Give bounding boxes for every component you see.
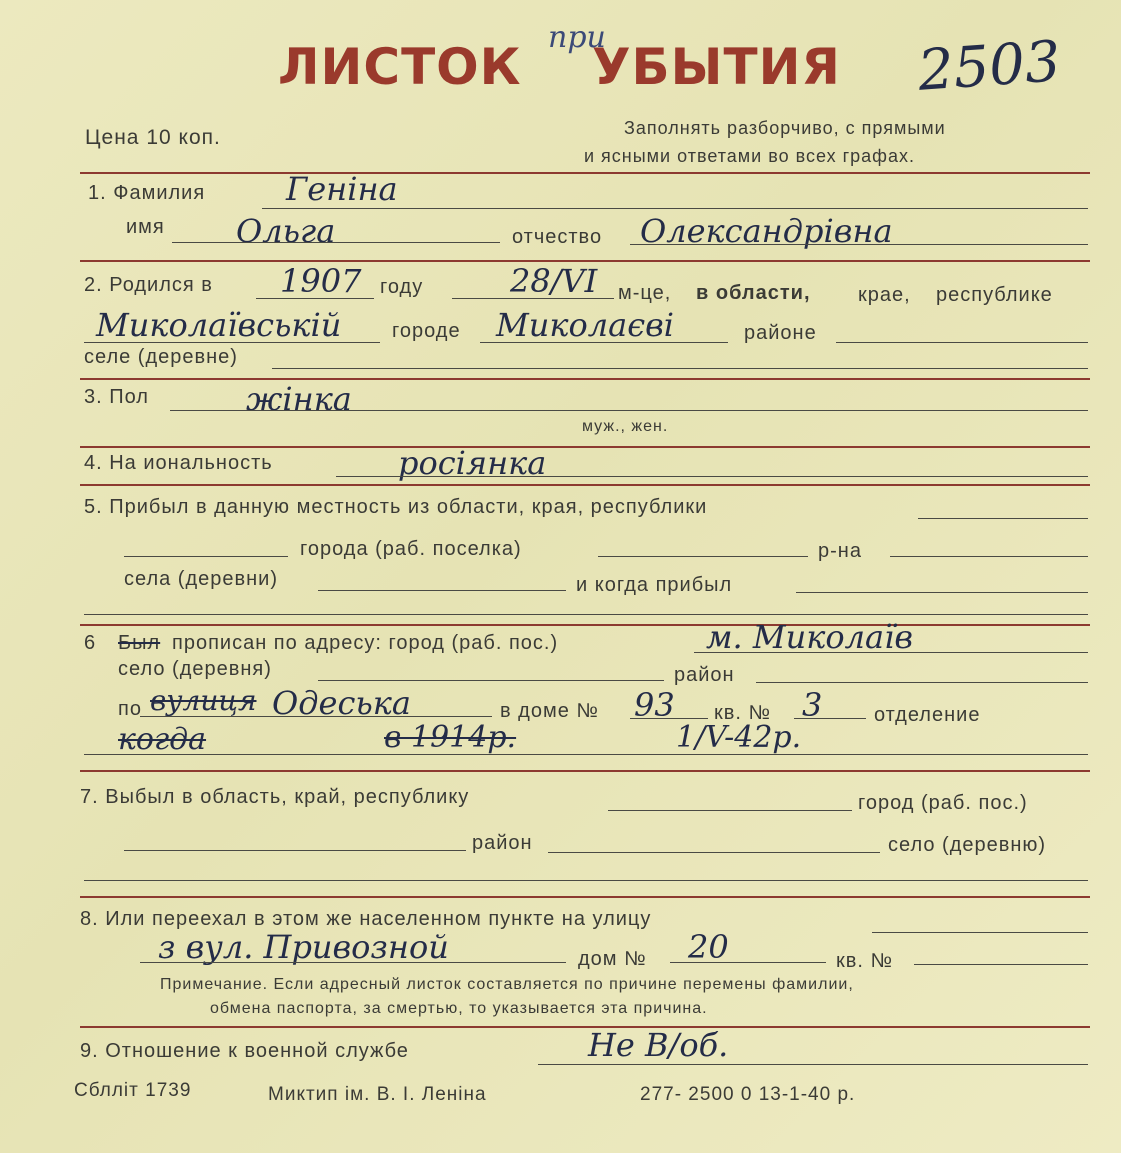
since-struck: в 1914р. bbox=[384, 720, 517, 755]
section-divider bbox=[80, 896, 1090, 898]
nationality-line bbox=[336, 476, 1088, 477]
birth-region-value: Миколаївській bbox=[96, 306, 342, 344]
title-insert-handwritten: при bbox=[548, 20, 606, 55]
arrived-area-line bbox=[124, 556, 288, 557]
section-divider bbox=[80, 1026, 1090, 1028]
house-line bbox=[630, 718, 708, 719]
section-divider bbox=[80, 770, 1090, 772]
left-district-line bbox=[548, 852, 880, 853]
left-city-label: город (раб. пос.) bbox=[858, 792, 1028, 814]
surname-label: 1. Фамилия bbox=[88, 182, 206, 204]
registered-label-struck: Был bbox=[118, 632, 161, 654]
patronymic-value: Олександрівна bbox=[640, 212, 893, 250]
arrived-region-line bbox=[918, 518, 1088, 519]
instruction-line-1: Заполнять разборчиво, с прямыми bbox=[624, 118, 946, 138]
arrived-city-label: города (раб. поселка) bbox=[300, 538, 522, 560]
registered-district-label: район bbox=[674, 664, 735, 686]
arrived-when-line bbox=[796, 592, 1088, 593]
military-value: Не В/об. bbox=[588, 1026, 729, 1064]
registered-district-line bbox=[756, 682, 1088, 683]
year-label: году bbox=[380, 276, 424, 298]
registered-when-line bbox=[84, 754, 1088, 755]
price-label: Цена 10 коп. bbox=[85, 126, 221, 149]
section-divider bbox=[80, 446, 1090, 448]
birth-date-line bbox=[452, 298, 614, 299]
registered-village-line bbox=[318, 680, 664, 681]
moved-apt-line bbox=[914, 964, 1088, 965]
birth-city-line bbox=[480, 342, 728, 343]
region-label: в области, bbox=[696, 282, 811, 304]
department-label: отделение bbox=[874, 704, 981, 726]
arrived-extra-line bbox=[84, 614, 1088, 615]
birth-year-line bbox=[256, 298, 374, 299]
footer-left: Сблліт 1739 bbox=[74, 1080, 192, 1101]
registered-city-line bbox=[694, 652, 1088, 653]
registered-num: 6 bbox=[84, 632, 97, 654]
apt-line bbox=[794, 718, 866, 719]
section-divider bbox=[80, 378, 1090, 380]
military-line bbox=[538, 1064, 1088, 1065]
left-area-line bbox=[124, 850, 466, 851]
surname-value: Геніна bbox=[286, 170, 398, 208]
birth-year-value: 1907 bbox=[280, 262, 362, 300]
house-label: в доме № bbox=[500, 700, 599, 722]
form-title-left: ЛИСТОК bbox=[278, 38, 522, 96]
birth-region-line bbox=[84, 342, 380, 343]
patronymic-label: отчество bbox=[512, 226, 603, 248]
sex-label: 3. Пол bbox=[84, 386, 149, 408]
birth-district-label: районе bbox=[744, 322, 817, 344]
when-struck: когда bbox=[118, 722, 207, 757]
moved-apt-label: кв. № bbox=[836, 950, 893, 972]
section-divider bbox=[80, 624, 1090, 626]
section-divider bbox=[80, 172, 1090, 174]
birth-city-label: городе bbox=[392, 320, 461, 342]
street-line bbox=[140, 716, 492, 717]
sex-hint: муж., жен. bbox=[582, 418, 669, 435]
birth-city-value: Миколаєві bbox=[496, 306, 674, 344]
month-label: м-це, bbox=[618, 282, 672, 304]
form-title-right: УБЫТИЯ bbox=[592, 38, 841, 96]
note-line-2: обмена паспорта, за смертью, то указывается эта причина. bbox=[210, 1000, 708, 1017]
name-value: Ольга bbox=[236, 212, 336, 250]
nationality-label: 4. На иональность bbox=[84, 452, 273, 474]
arrived-village-label: села (деревни) bbox=[124, 568, 279, 590]
arrived-district-line bbox=[890, 556, 1088, 557]
serial-number-handwritten: 2503 bbox=[915, 29, 1063, 104]
name-label: имя bbox=[126, 216, 165, 238]
street-type-struck: вулиця bbox=[150, 684, 257, 717]
birth-village-line bbox=[272, 368, 1088, 369]
birth-village-label: селе (деревне) bbox=[84, 346, 238, 368]
street-value: Одеська bbox=[272, 684, 411, 722]
surname-line bbox=[262, 208, 1088, 209]
arrived-village-line bbox=[318, 590, 566, 591]
moved-house-value: 20 bbox=[688, 928, 729, 966]
apt-label: кв. № bbox=[714, 702, 771, 724]
patronymic-line bbox=[630, 244, 1088, 245]
military-label: 9. Отношение к военной службе bbox=[80, 1040, 409, 1062]
moved-house-line bbox=[670, 962, 826, 963]
sex-value: жінка bbox=[246, 380, 352, 418]
krai-label: крае, bbox=[858, 284, 911, 306]
sex-line bbox=[170, 410, 1088, 411]
birth-district-line bbox=[836, 342, 1088, 343]
moved-from-line bbox=[140, 962, 566, 963]
nationality-value: росіянка bbox=[398, 444, 547, 482]
birth-date-value: 28/VI bbox=[510, 262, 598, 300]
moved-street-value: з вул. Привозной bbox=[158, 928, 449, 966]
moved-label: 8. Или переехал в этом же населенном пункте на улицу bbox=[80, 908, 652, 930]
arrived-city-line bbox=[598, 556, 808, 557]
left-village-line bbox=[84, 880, 1088, 881]
registered-city-value: м. Миколаїв bbox=[706, 618, 913, 656]
section-divider bbox=[80, 484, 1090, 486]
registered-village-label: село (деревня) bbox=[118, 658, 272, 680]
born-label: 2. Родился в bbox=[84, 274, 213, 296]
footer-printer: Миктип ім. В. І. Леніна bbox=[268, 1084, 487, 1105]
left-district-label: район bbox=[472, 832, 533, 854]
street-prefix: по bbox=[118, 698, 142, 720]
registered-label: прописан по адресу: город (раб. пос.) bbox=[172, 632, 559, 654]
note-line-1: Примечание. Если адресный листок составляется по причине перемены фамилии, bbox=[160, 976, 854, 993]
instruction-line-2: и ясными ответами во всех графах. bbox=[584, 146, 915, 166]
footer-order: 277- 2500 0 13-1-40 р. bbox=[640, 1084, 856, 1105]
apt-value: 3 bbox=[802, 686, 823, 724]
left-village-label: село (деревню) bbox=[888, 834, 1047, 856]
name-line bbox=[172, 242, 500, 243]
left-label: 7. Выбыл в область, край, республику bbox=[80, 786, 470, 808]
arrived-when-label: и когда прибыл bbox=[576, 574, 733, 596]
republic-label: республике bbox=[936, 284, 1053, 306]
moved-house-label: дом № bbox=[578, 948, 647, 970]
left-region-line bbox=[608, 810, 852, 811]
house-value: 93 bbox=[634, 686, 675, 724]
arrived-district-label: р-на bbox=[818, 540, 862, 562]
arrived-label: 5. Прибыл в данную местность из области, края, республики bbox=[84, 496, 708, 518]
moved-street-line bbox=[872, 932, 1088, 933]
registered-date-value: 1/V-42р. bbox=[676, 720, 802, 755]
